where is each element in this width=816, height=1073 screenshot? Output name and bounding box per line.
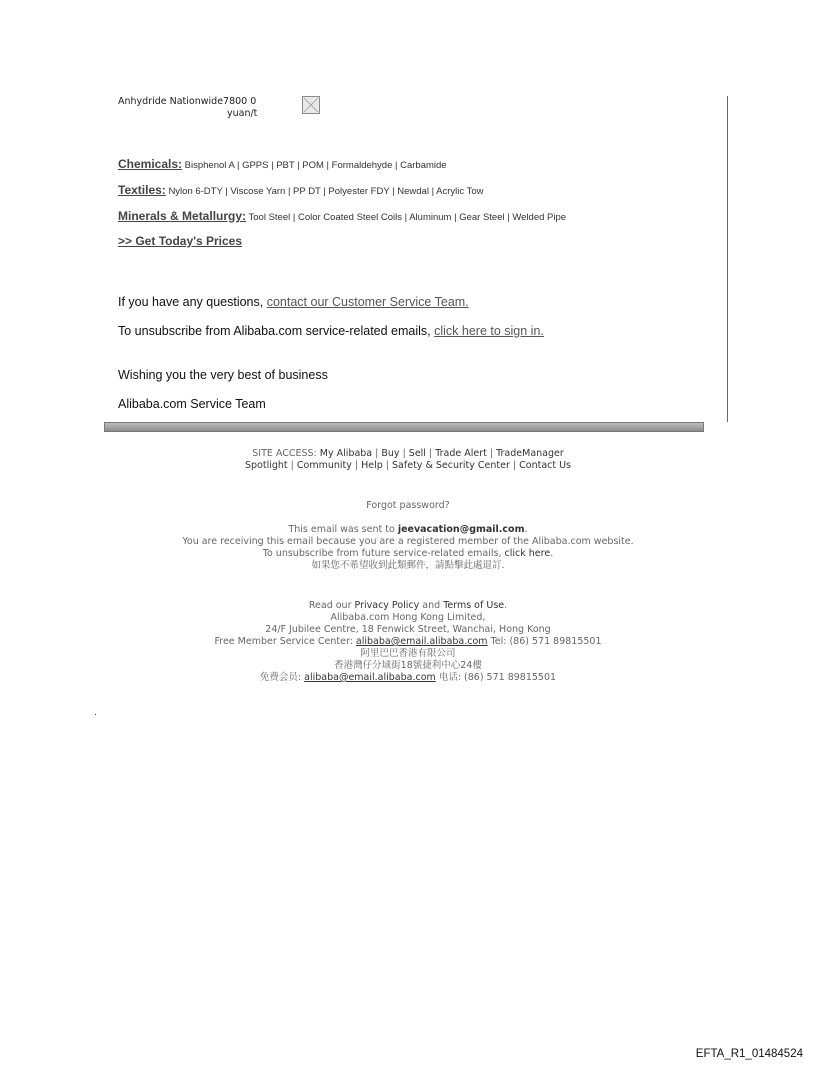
cn-service-email-link[interactable]: alibaba@email.alibaba.com [304, 672, 436, 683]
stray-dot [95, 714, 96, 715]
read-suffix: . [504, 600, 508, 611]
footer-unsub-prefix: To unsubscribe from future service-related emails, [262, 548, 505, 559]
recipient-email: jeevacation@gmail.com [397, 524, 525, 535]
terms-of-use-link[interactable]: Terms of Use [443, 600, 505, 611]
footer-unsubscribe-line [0, 548, 816, 559]
questions-line [118, 295, 469, 309]
nav-help[interactable]: Help [361, 460, 383, 471]
email-frame-border [727, 96, 728, 422]
product-unit: yuan/t [227, 108, 258, 119]
sent-suffix: . [524, 524, 528, 535]
service-center-line [0, 636, 816, 647]
wishing-text: Wishing you the very best of business [118, 368, 328, 382]
category-minerals [118, 209, 566, 223]
nav-sell[interactable]: Sell [408, 448, 426, 459]
category-textiles [118, 183, 484, 197]
category-textiles-items[interactable]: Nylon 6-DTY | Viscose Yarn | PP DT | Polyester FDY | Newdal | Acrylic Tow [168, 186, 484, 197]
service-prefix: Free Member Service Center: [214, 636, 356, 647]
receiving-reason: You are receiving this email because you are a registered member of the Alibaba.com website. [182, 536, 634, 547]
privacy-policy-link[interactable]: Privacy Policy [354, 600, 420, 611]
sign-in-link[interactable]: click here to sign in. [434, 324, 544, 338]
service-tel: Tel: (86) 571 89815501 [487, 636, 602, 647]
questions-prefix: If you have any questions, [118, 295, 267, 309]
nav-my-alibaba[interactable]: My Alibaba [319, 448, 373, 459]
cn-service-tel: 电话: (86) 571 89815501 [435, 672, 557, 683]
category-chemicals [118, 157, 447, 171]
chinese-company-name: 阿里巴巴香港有限公司 [360, 648, 456, 659]
forgot-password-link[interactable]: Forgot password? [366, 500, 450, 511]
category-textiles-title[interactable]: Textiles: [118, 183, 166, 197]
site-access-label: SITE ACCESS: [252, 448, 317, 459]
service-email-link[interactable]: alibaba@email.alibaba.com [355, 636, 488, 647]
contact-customer-service-link[interactable]: contact our Customer Service Team. [266, 295, 469, 309]
document-id: EFTA_R1_01484524 [695, 1048, 803, 1060]
sent-prefix: This email was sent to [288, 524, 398, 535]
chinese-address: 香港灣仔分域街18號捷利中心24樓 [334, 660, 482, 671]
and-text: and [419, 600, 444, 611]
broken-image-icon [302, 96, 320, 114]
site-access-nav-2: Spotlight | Community | Help | Safety & Security Center | Contact Us [244, 460, 572, 471]
nav-trademanager[interactable]: TradeManager [496, 448, 564, 459]
nav-community[interactable]: Community [296, 460, 352, 471]
product-name: Anhydride Nationwide7800 0 [118, 96, 257, 107]
nav-safety-security[interactable]: Safety & Security Center [392, 460, 510, 471]
category-chemicals-title[interactable]: Chemicals: [118, 157, 183, 171]
category-minerals-title[interactable]: Minerals & Metallurgy: [118, 209, 247, 223]
footer-divider [104, 422, 704, 432]
legal-line [0, 600, 816, 611]
nav-buy[interactable]: Buy [381, 448, 400, 459]
footer-unsubscribe-link[interactable]: click here [504, 548, 551, 559]
product-price-row [118, 96, 298, 120]
site-access-nav: SITE ACCESS: My Alibaba | Buy | Sell | Trade Alert | TradeManager [252, 448, 564, 459]
unsubscribe-line [118, 324, 544, 338]
cn-service-prefix: 免费会员: [259, 672, 305, 683]
category-chemicals-items[interactable]: Bisphenol A | GPPS | PBT | POM | Formaldehyde | Carbamide [184, 160, 447, 171]
chinese-unsubscribe[interactable]: 如果您不希望收到此類郵件，請點擊此處退訂. [311, 560, 505, 571]
company-name: Alibaba.com Hong Kong Limited, [330, 612, 486, 623]
category-minerals-items[interactable]: Tool Steel | Color Coated Steel Coils | Aluminum | Gear Steel | Welded Pipe [248, 212, 567, 223]
read-prefix: Read our [308, 600, 355, 611]
get-todays-prices-link[interactable]: >> Get Today's Prices [118, 234, 243, 248]
footer-unsub-suffix: . [550, 548, 554, 559]
nav-contact-us[interactable]: Contact Us [519, 460, 572, 471]
unsubscribe-prefix: To unsubscribe from Alibaba.com service-related emails, [118, 324, 435, 338]
nav-trade-alert[interactable]: Trade Alert [435, 448, 487, 459]
nav-spotlight[interactable]: Spotlight [244, 460, 288, 471]
company-address: 24/F Jubilee Centre, 18 Fenwick Street, Wanchai, Hong Kong [265, 624, 551, 635]
sent-to-line [0, 524, 816, 535]
chinese-service-line [0, 672, 816, 683]
signoff-text: Alibaba.com Service Team [118, 397, 266, 411]
